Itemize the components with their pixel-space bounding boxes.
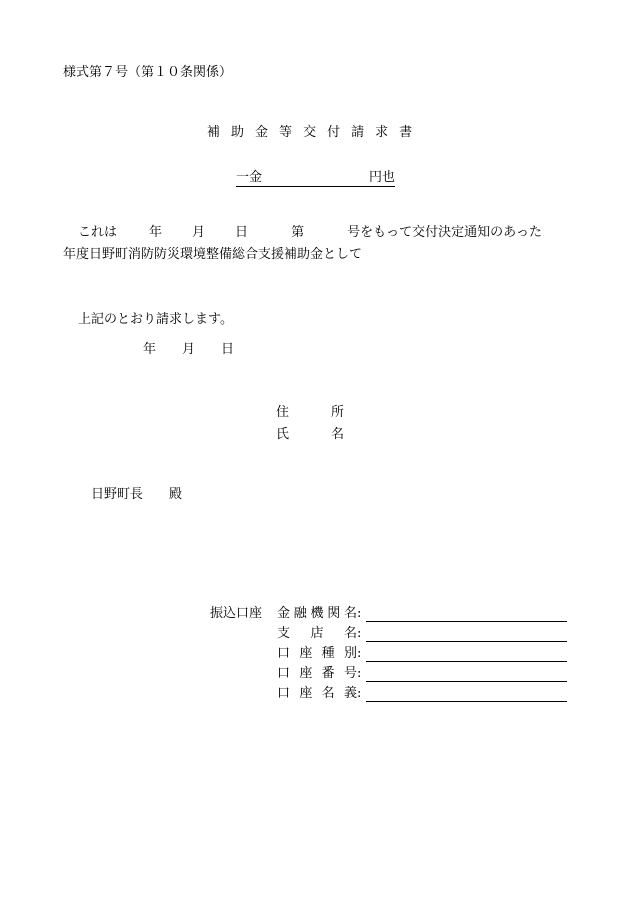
bank-row-label	[277, 687, 357, 700]
addressee	[91, 488, 182, 501]
amount-prefix: 一金	[236, 170, 263, 185]
title-char: 金	[255, 125, 269, 140]
title-char: 書	[399, 125, 413, 140]
label-char: 種	[321, 646, 335, 661]
title-char: 等	[279, 125, 293, 140]
bank-section-label: 振込口座	[210, 606, 263, 621]
title-char: 求	[375, 125, 389, 140]
request-statement: 上記のとおり請求します。	[78, 312, 233, 327]
label-char: 座	[299, 646, 313, 661]
name-label-char: 名	[331, 427, 345, 442]
bank-row-label	[277, 647, 357, 660]
label-char: 金	[277, 606, 291, 621]
bank-row-account-type	[277, 647, 567, 666]
title-char: 補	[207, 125, 221, 140]
para-month: 月	[192, 225, 206, 240]
para-day: 日	[235, 225, 249, 240]
label-char: 義	[343, 686, 357, 701]
addressee-name: 日野町長	[91, 487, 144, 502]
title-char: 付	[327, 125, 341, 140]
amount-line	[236, 171, 395, 187]
addressee-honorific: 殿	[169, 487, 183, 502]
colon: :	[357, 606, 362, 621]
label-char: 支	[277, 626, 291, 641]
title-char: 交	[303, 125, 317, 140]
label-char: 番	[321, 666, 335, 681]
bank-row-account-number	[277, 667, 567, 686]
title-char: 助	[231, 125, 245, 140]
para-year: 年	[149, 225, 163, 240]
label-char: 店	[310, 626, 324, 641]
para-intro: これは	[78, 225, 118, 240]
bank-row-account-holder	[277, 687, 567, 706]
blank-line	[366, 621, 567, 622]
form-number: 様式第７号（第１０条関係）	[63, 65, 233, 80]
date-year: 年	[143, 342, 157, 357]
label-char: 座	[299, 666, 313, 681]
blank-line	[366, 661, 567, 662]
paragraph-line-2: 年度日野町消防防災環境整備総合支援補助金として	[63, 247, 363, 262]
name-label-char: 氏	[276, 427, 290, 442]
date-month: 月	[182, 342, 196, 357]
label-char: 口	[277, 686, 291, 701]
label-char: 名	[343, 606, 357, 621]
request-date	[143, 343, 234, 356]
blank-line	[366, 681, 567, 682]
bank-row-label	[277, 667, 357, 680]
label-char: 機	[310, 606, 324, 621]
document-title	[207, 126, 412, 139]
label-char: 口	[277, 646, 291, 661]
blank-line	[366, 641, 567, 642]
label-char: 別	[343, 646, 357, 661]
colon: :	[357, 666, 362, 681]
label-char: 名	[321, 686, 335, 701]
label-char: 名	[343, 626, 357, 641]
title-char: 請	[351, 125, 365, 140]
address-label-char: 所	[331, 405, 345, 420]
bank-row-label	[277, 607, 357, 620]
label-char: 口	[277, 666, 291, 681]
para-line1-end: 号をもって交付決定通知のあった	[347, 225, 542, 240]
label-char: 座	[299, 686, 313, 701]
colon: :	[357, 626, 362, 641]
address-label-char: 住	[276, 405, 290, 420]
bank-row-institution	[277, 607, 567, 626]
label-char: 関	[327, 606, 341, 621]
para-number-prefix: 第	[291, 225, 305, 240]
colon: :	[357, 646, 362, 661]
amount-suffix: 円也	[368, 170, 395, 185]
blank-line	[366, 701, 567, 702]
label-char: 融	[293, 606, 307, 621]
date-day: 日	[221, 342, 235, 357]
label-char: 号	[343, 666, 357, 681]
bank-row-label	[277, 627, 357, 640]
paragraph-line-1	[63, 226, 542, 239]
bank-row-branch	[277, 627, 567, 646]
colon: :	[357, 686, 362, 701]
